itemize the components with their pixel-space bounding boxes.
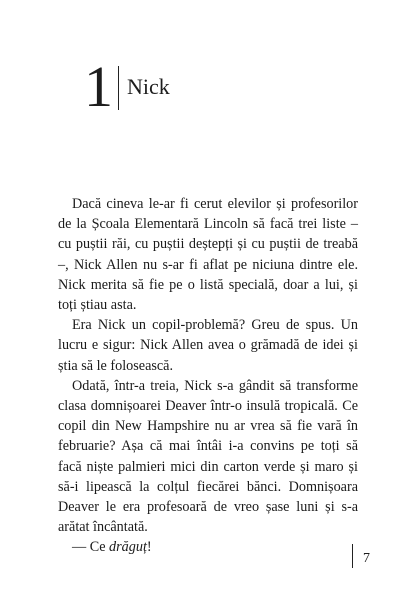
dialogue-end: ! — [146, 539, 152, 556]
body-text — [58, 194, 358, 558]
dialogue-line — [58, 537, 358, 557]
chapter-divider — [118, 66, 119, 110]
folio-divider — [352, 544, 353, 568]
dialogue-dash: — Ce — [72, 539, 110, 556]
chapter-header — [84, 54, 170, 119]
page-number: 7 — [363, 551, 370, 566]
page-folio — [352, 544, 370, 568]
paragraph-2: Era Nick un copil-problemă? Greu de spus. Un lucru e sigur: Nick Allen avea o grămadă de idei și știa să le folosească. — [58, 317, 358, 374]
chapter-number: 1 — [84, 54, 112, 119]
paragraph-1: Dacă cineva le-ar fi cerut elevilor și profesorilor de la Școala Elementară Lincoln să facă trei liste – cu puștii răi, cu puștii deștepți și cu puștii de treabă –, Nick Allen nu s-ar fi aflat pe niciuna dintre ele. Nick merita să fie pe o listă specială, doar a lui, și toți știau asta. — [58, 196, 358, 314]
dialogue-emphasis: drăguț — [109, 539, 147, 556]
chapter-title: Nick — [127, 74, 170, 99]
paragraph-3: Odată, într-a treia, Nick s-a gândit să transforme clasa domnișoarei Deaver într-o insulă tropicală. Ce copil din New Hampshire nu ar vrea să fie vară în februarie? Așa că mai întâi i-a convins pe toți să facă niște palmieri mici din carton verde și maro și să-i lipească la colțul fiecărei bănci. Domnișoara Deaver le era profesoară de vreo șase luni și s-a arătat încântată. — [58, 377, 358, 536]
